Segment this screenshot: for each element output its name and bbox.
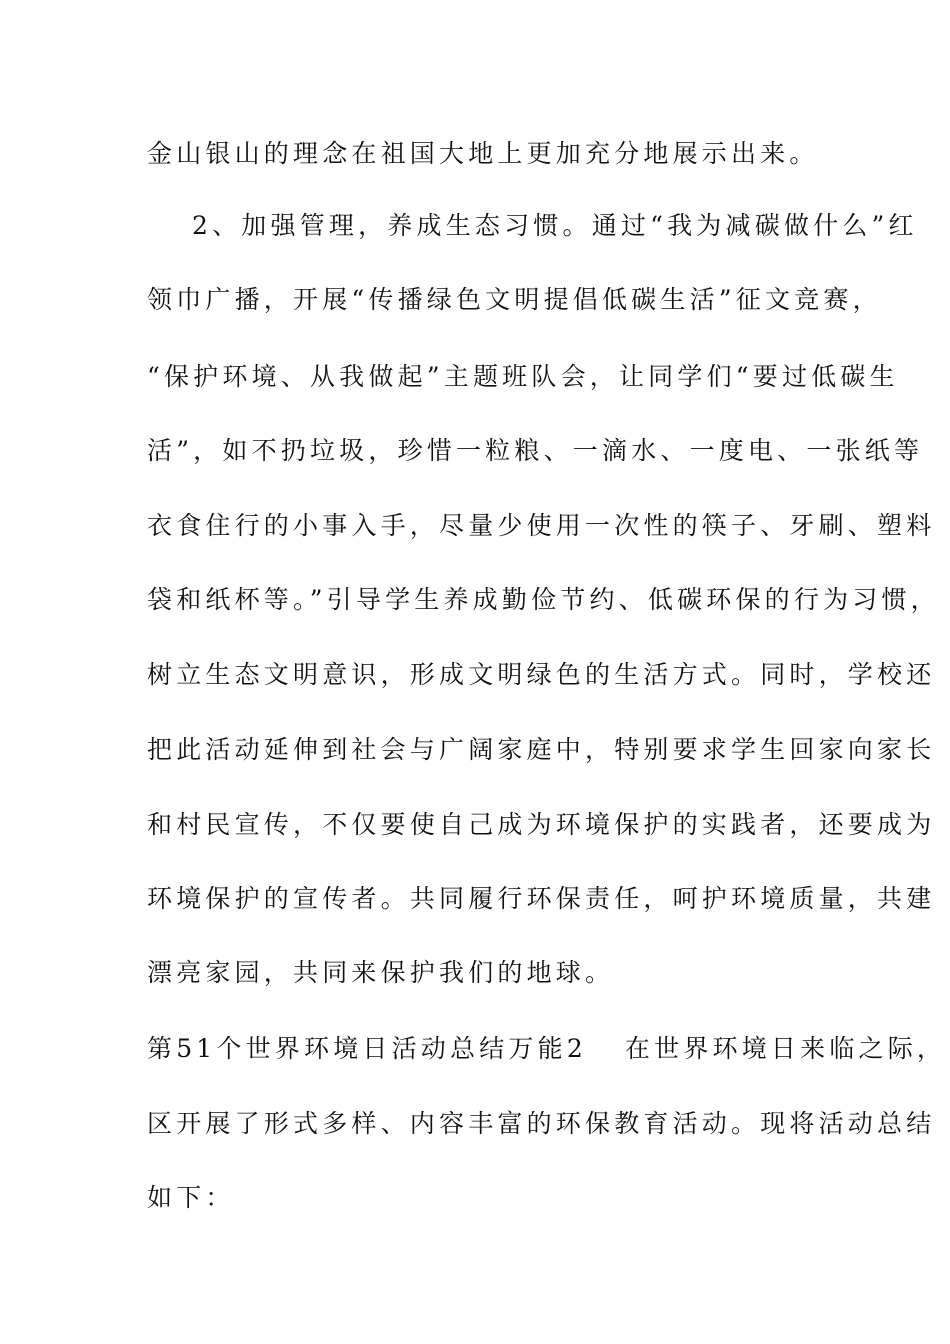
paragraph-line: 和村民宣传，不仅要使自己成为环境保护的实践者，还要成为 — [147, 810, 936, 839]
paragraph-line: 2、加强管理，养成生态习惯。通过“我为减碳做什么”红 — [192, 211, 918, 240]
paragraph-line: 区开展了形式多样、内容丰富的环保教育活动。现将活动总结 — [147, 1109, 936, 1138]
paragraph-line: 衣食住行的小事入手，尽量少使用一次性的筷子、牙刷、塑料 — [147, 511, 936, 540]
paragraph-line: 树立生态文明意识，形成文明绿色的生活方式。同时，学校还 — [147, 660, 936, 689]
paragraph-line: 在世界环境日来临之际， — [624, 1034, 947, 1063]
paragraph-line: 活”，如不扔垃圾，珍惜一粒粮、一滴水、一度电、一张纸等 — [147, 436, 924, 465]
paragraph-line: 领巾广播，开展“传播绿色文明提倡低碳生活”征文竞赛， — [147, 285, 882, 314]
paragraph-line: 袋和纸杯等。”引导学生养成勤俭节约、低碳环保的行为习惯， — [147, 585, 940, 614]
paragraph-line: 如下： — [147, 1183, 235, 1212]
paragraph-line: 漂亮家园，共同来保护我们的地球。 — [147, 958, 615, 987]
paragraph-line: “保护环境、从我做起”主题班队会，让同学们“要过低碳生 — [147, 362, 899, 391]
section-heading-line — [147, 1034, 947, 1064]
paragraph-line: 金山银山的理念在祖国大地上更加充分地展示出来。 — [147, 139, 819, 168]
paragraph-line: 环境保护的宣传者。共同履行环保责任，呵护环境质量，共建 — [147, 884, 936, 913]
paragraph-line: 把此活动延伸到社会与广阔家庭中，特别要求学生回家向家长 — [147, 735, 936, 764]
section-title: 第51个世界环境日活动总结万能2 — [147, 1034, 587, 1063]
